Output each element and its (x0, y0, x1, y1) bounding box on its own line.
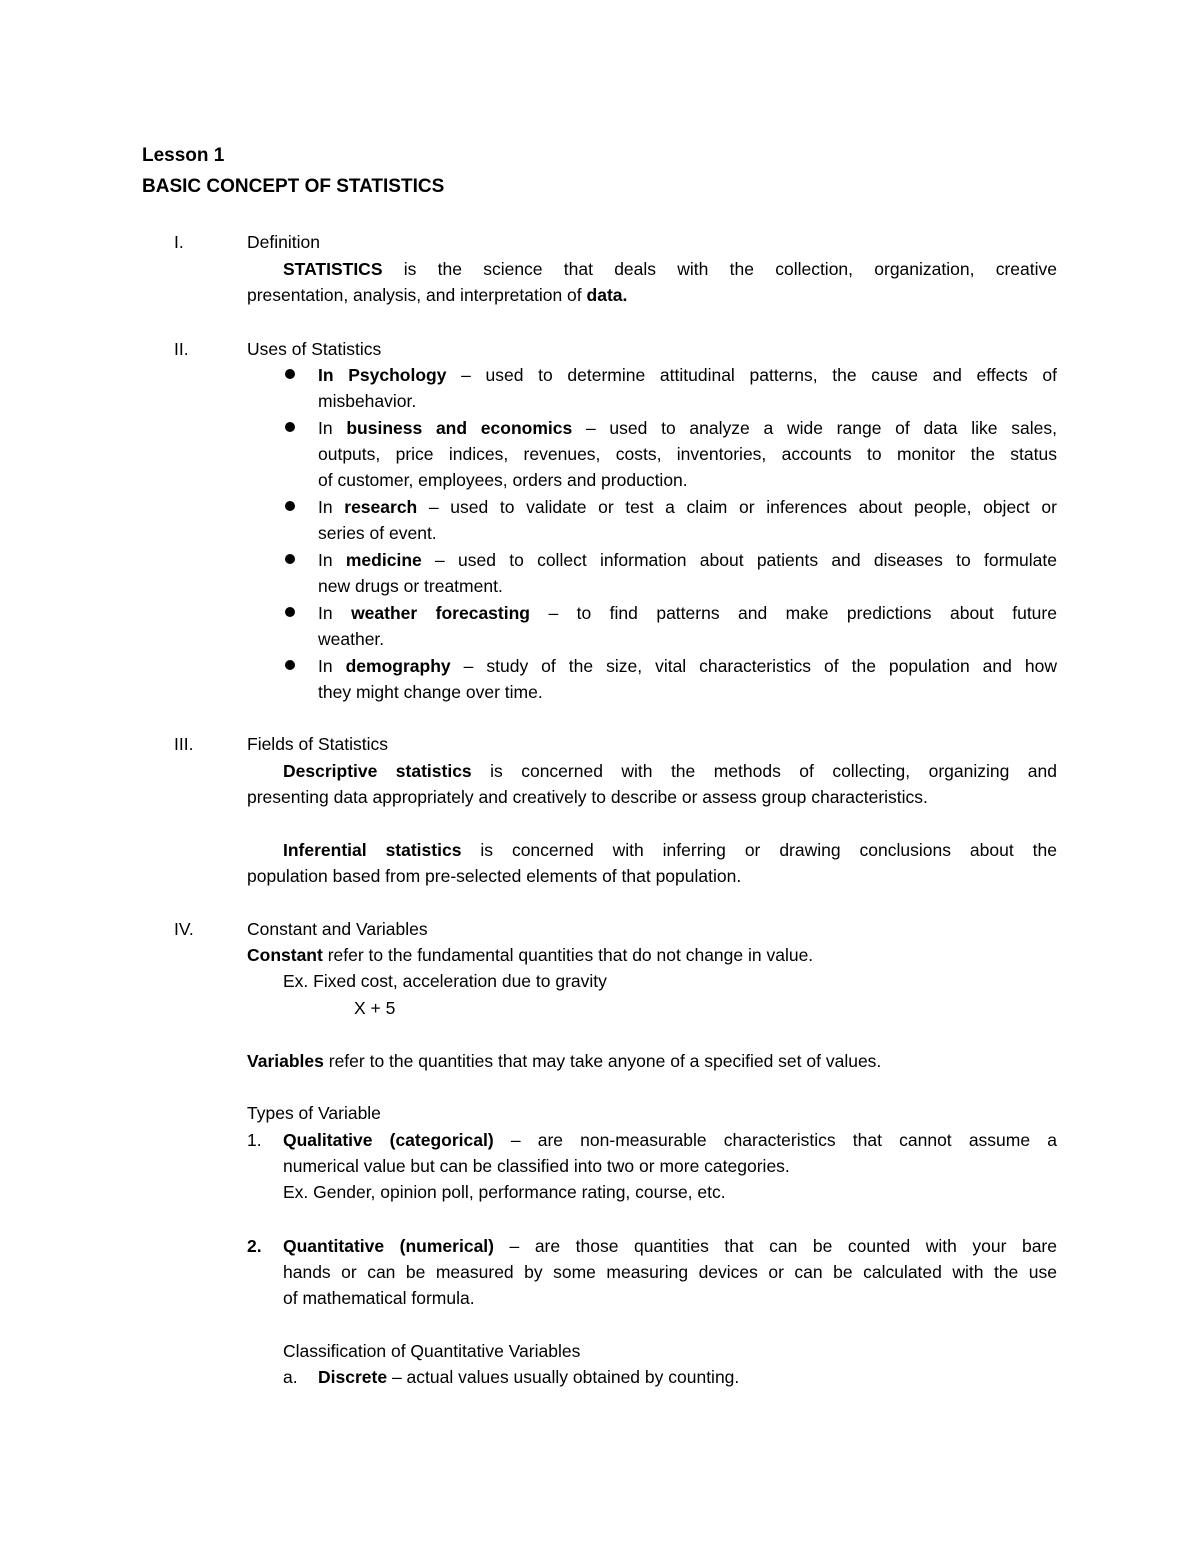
bullet-icon (285, 501, 295, 511)
classification-heading: Classification of Quantitative Variables (283, 1341, 581, 1361)
discrete-definition: Discrete – actual values usually obtained by counting. (318, 1367, 740, 1387)
section-heading-constant-variables: Constant and Variables (247, 919, 428, 939)
use-demography-line-1: In demography – study of the size, vital characteristics of the population and how (318, 656, 1057, 676)
definition-line-2: presentation, analysis, and interpretation of data. (247, 285, 628, 305)
use-business-line-1: In business and economics – used to analyze a wide range of data like sales, (318, 418, 1057, 438)
use-weather-line-1: In weather forecasting – to find patterns and make predictions about future (318, 603, 1057, 623)
use-demography-line-2: they might change over time. (318, 682, 543, 702)
use-medicine-line-2: new drugs or treatment. (318, 576, 503, 596)
qualitative-line-1: Qualitative (categorical) – are non-measurable characteristics that cannot assume a (283, 1130, 1057, 1150)
use-business-line-2: outputs, price indices, revenues, costs, inventories, accounts to monitor the status (318, 444, 1057, 464)
inferential-line-2: population based from pre-selected elements of that population. (247, 866, 742, 886)
descriptive-line-2: presenting data appropriately and creatively to describe or assess group characteristics. (247, 787, 928, 807)
section-numeral-1: I. (174, 232, 184, 252)
use-research-line-2: series of event. (318, 523, 437, 543)
use-medicine-line-1: In medicine – used to collect information about patients and diseases to formulate (318, 550, 1057, 570)
constant-definition: Constant refer to the fundamental quantities that do not change in value. (247, 945, 814, 965)
lesson-number: Lesson 1 (142, 145, 225, 166)
bullet-icon (285, 554, 295, 564)
section-numeral-4: IV. (174, 919, 194, 939)
definition-line-1: STATISTICS is the science that deals with the collection, organization, creative (283, 259, 1057, 279)
section-numeral-2: II. (174, 339, 189, 359)
qualitative-line-2: numerical value but can be classified into two or more categories. (283, 1156, 790, 1176)
section-heading-definition: Definition (247, 232, 320, 252)
constant-example: Ex. Fixed cost, acceleration due to gravity (283, 971, 607, 991)
quantitative-line-1: Quantitative (numerical) – are those quantities that can be counted with your bare (283, 1236, 1057, 1256)
list-number-2: 2. (247, 1236, 262, 1256)
constant-formula: X + 5 (354, 998, 396, 1018)
use-psychology-line-2: misbehavior. (318, 391, 417, 411)
use-business-line-3: of customer, employees, orders and production. (318, 470, 688, 490)
descriptive-line-1: Descriptive statistics is concerned with the methods of collecting, organizing and (283, 761, 1057, 781)
definition-term: STATISTICS (283, 259, 383, 279)
bullet-icon (285, 422, 295, 432)
types-of-variable-heading: Types of Variable (247, 1103, 381, 1123)
use-weather-line-2: weather. (318, 629, 385, 649)
bullet-icon (285, 369, 295, 379)
lesson-title: BASIC CONCEPT OF STATISTICS (142, 176, 445, 197)
section-numeral-3: III. (174, 734, 194, 754)
qualitative-example: Ex. Gender, opinion poll, performance rating, course, etc. (283, 1182, 726, 1202)
section-heading-uses: Uses of Statistics (247, 339, 382, 359)
inferential-line-1: Inferential statistics is concerned with inferring or drawing conclusions about the (283, 840, 1057, 860)
section-heading-fields: Fields of Statistics (247, 734, 389, 754)
variables-definition: Variables refer to the quantities that may take anyone of a specified set of values. (247, 1051, 882, 1071)
list-letter-a: a. (283, 1367, 298, 1387)
bullet-icon (285, 660, 295, 670)
use-research-line-1: In research – used to validate or test a claim or inferences about people, object or (318, 497, 1057, 517)
use-psychology-line-1: In Psychology – used to determine attitudinal patterns, the cause and effects of (318, 365, 1057, 385)
bullet-icon (285, 607, 295, 617)
quantitative-line-3: of mathematical formula. (283, 1288, 475, 1308)
list-number-1: 1. (247, 1130, 262, 1150)
quantitative-line-2: hands or can be measured by some measuring devices or can be calculated with the use (283, 1262, 1057, 1282)
